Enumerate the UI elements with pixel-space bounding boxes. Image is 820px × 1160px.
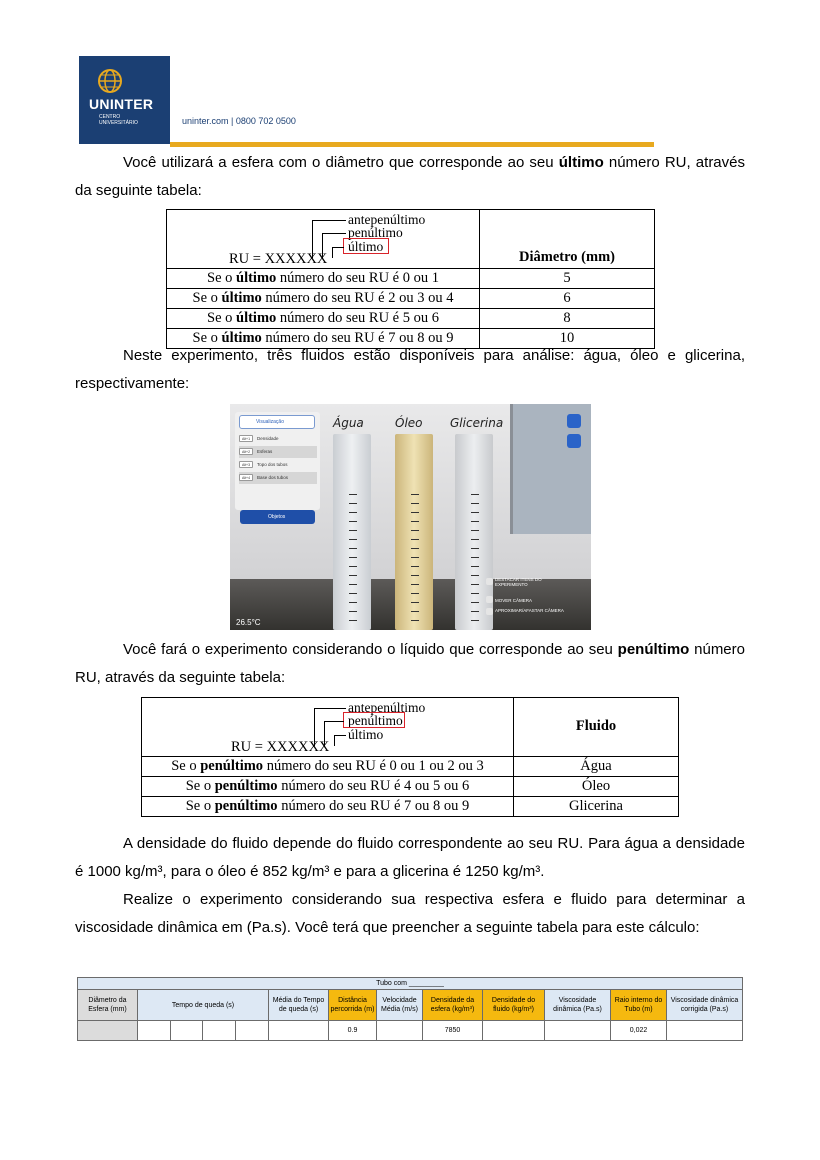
- cell-diameter[interactable]: [78, 1021, 138, 1041]
- header-divider: [170, 142, 654, 147]
- objects-button[interactable]: Objetos: [240, 510, 315, 524]
- table-title: Tubo com _________: [78, 978, 743, 990]
- header-sphere-density: Densidade da esfera (kg/m³): [423, 990, 483, 1021]
- logo-subtitle: CENTRO UNIVERSITÁRIO: [99, 114, 138, 126]
- header-fall-time: Tempo de queda (s): [138, 990, 269, 1021]
- hint-text: MOVER CÂMERA: [495, 598, 533, 603]
- mouse-icon: [486, 608, 493, 615]
- tube-label: Óleo: [395, 416, 423, 430]
- menu-item-spheres[interactable]: Alt+2 Esferas: [239, 446, 317, 458]
- ru-placeholder: RU = XXXXXX: [229, 251, 328, 267]
- menu-item-tube-top[interactable]: Alt+3 Topo dos tubos: [239, 459, 317, 471]
- paragraph-sphere-intro: Você utilizará a esfera com o diâmetro que corresponde ao seu último número RU, através da seguinte tabela:: [75, 154, 745, 199]
- cell-corrected-viscosity[interactable]: [667, 1021, 743, 1041]
- logo-name: UNINTER: [89, 96, 154, 112]
- mouse-icon: [486, 596, 493, 603]
- cell-viscosity[interactable]: [545, 1021, 611, 1041]
- table-row: Se o último número do seu RU é 7 ou 8 ou 9 10: [167, 329, 655, 349]
- ru-placeholder: RU = XXXXXX: [231, 739, 330, 755]
- cell-velocity[interactable]: [377, 1021, 423, 1041]
- header-diameter: Diâmetro da Esfera (mm): [78, 990, 138, 1021]
- water-tube: [333, 434, 371, 630]
- ru-diagram: antepenúltimo penúltimo último RU = XXXXXX: [167, 210, 480, 269]
- diameter-header: Diâmetro (mm): [480, 210, 655, 269]
- header-fluid-density: Densidade do fluido (kg/m³): [483, 990, 545, 1021]
- header-tube-radius: Raio interno do Tubo (m): [611, 990, 667, 1021]
- fluid-header: Fluido: [514, 698, 679, 757]
- header-velocity: Velocidade Média (m/s): [377, 990, 423, 1021]
- settings-icon[interactable]: [567, 414, 581, 428]
- cell-sphere-density: 7850: [423, 1021, 483, 1041]
- paragraph-fluids: Neste experimento, três fluidos estão disponíveis para análise: água, óleo e glicerina, respectivamente:: [75, 347, 745, 392]
- cell-fluid-density[interactable]: [483, 1021, 545, 1041]
- table-row: Se o último número do seu RU é 5 ou 6 8: [167, 309, 655, 329]
- cell-time-2[interactable]: [170, 1021, 203, 1041]
- temperature-readout: 26.5°C: [236, 618, 261, 627]
- cell-time-3[interactable]: [203, 1021, 236, 1041]
- paragraph-fluid-intro: Você fará o experimento considerando o líquido que corresponde ao seu penúltimo número RU, através da seguinte tabela:: [75, 641, 745, 686]
- fluid-table: [141, 697, 679, 817]
- visualization-menu: [235, 412, 320, 510]
- visualization-dropdown[interactable]: Visualização: [239, 415, 315, 429]
- hint-text: DESTACAR ITENS DO EXPERIMENTO: [495, 577, 542, 587]
- table-row: Se o último número do seu RU é 0 ou 1 5: [167, 269, 655, 289]
- mouse-icon: [486, 578, 493, 585]
- table-row: Se o penúltimo número do seu RU é 7 ou 8 ou 9 Glicerina: [142, 797, 679, 817]
- tube-label: Glicerina: [450, 416, 504, 430]
- table-row: Se o último número do seu RU é 2 ou 3 ou 4 6: [167, 289, 655, 309]
- header-mean-time: Média do Tempo de queda (s): [269, 990, 329, 1021]
- header-corrected-viscosity: Viscosidade dinâmica corrigida (Pa.s): [667, 990, 743, 1021]
- simulation-screenshot: [230, 404, 591, 630]
- uninter-logo: [79, 56, 170, 144]
- cell-distance: 0.9: [329, 1021, 377, 1041]
- cell-time-1[interactable]: [138, 1021, 171, 1041]
- results-table: [77, 977, 743, 1041]
- globe-icon: [95, 66, 125, 96]
- diameter-table: [166, 209, 655, 349]
- hint-text: APROXIMAR/AFASTAR CÂMERA: [495, 608, 564, 613]
- ru-diagram: antepenúltimo penúltimo último RU = XXXXXX: [142, 698, 514, 757]
- paragraph-density: A densidade do fluido depende do fluido correspondente ao seu RU. Para água a densidade é 1000 kg/m³, para o óleo é 852 kg/m³ e para a glicerina é 1250 kg/m³.: [75, 835, 745, 880]
- paragraph-instructions: Realize o experimento considerando sua respectiva esfera e fluido para determinar a viscosidade dinâmica em (Pa.s). Você terá que preencher a seguinte tabela para este cálculo:: [75, 891, 745, 936]
- table-row: Se o penúltimo número do seu RU é 0 ou 1 ou 2 ou 3 Água: [142, 757, 679, 777]
- cell-mean-time[interactable]: [269, 1021, 329, 1041]
- menu-item-tube-base[interactable]: Alt+4 Base dos tubos: [239, 472, 317, 484]
- tube-label: Água: [333, 416, 364, 430]
- cell-time-4[interactable]: [236, 1021, 269, 1041]
- menu-item-density[interactable]: Alt+1 Densidade: [239, 433, 317, 445]
- oil-tube: [395, 434, 433, 630]
- header-viscosity: Viscosidade dinâmica (Pa.s): [545, 990, 611, 1021]
- table-row: Se o penúltimo número do seu RU é 4 ou 5 ou 6 Óleo: [142, 777, 679, 797]
- site-contact: uninter.com | 0800 702 0500: [182, 116, 296, 126]
- cell-tube-radius: 0,022: [611, 1021, 667, 1041]
- header-distance: Distância percorrida (m): [329, 990, 377, 1021]
- notes-icon[interactable]: [567, 434, 581, 448]
